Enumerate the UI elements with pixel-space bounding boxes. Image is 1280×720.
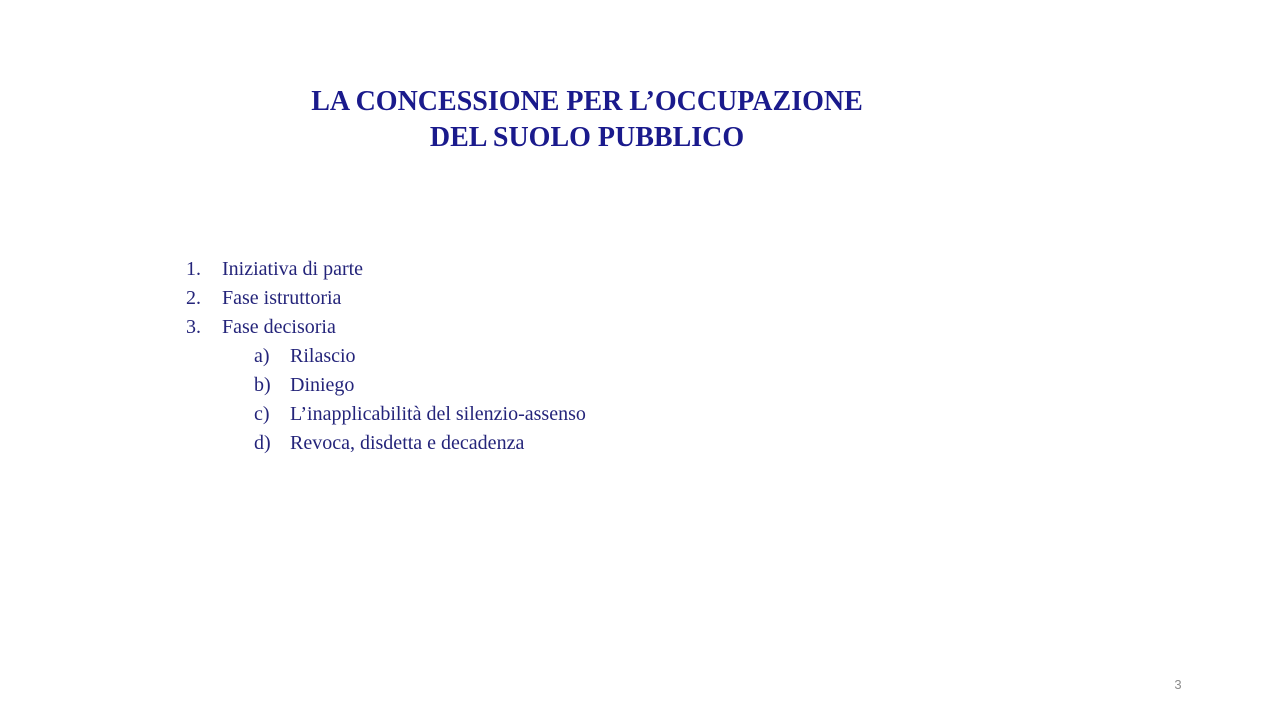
list-item [186, 255, 586, 284]
list-item [186, 313, 586, 342]
sub-list-item-letter: c) [254, 403, 270, 425]
slide-title [187, 84, 987, 156]
sub-list-item-letter: a) [254, 345, 270, 367]
list-item-number: 2. [186, 287, 201, 309]
sub-list-item [186, 371, 586, 400]
title-line-1: LA CONCESSIONE PER L’OCCUPAZIONE [311, 86, 863, 117]
sub-list-item [186, 400, 586, 429]
outline-list [186, 255, 586, 458]
sub-list-item-text: Diniego [290, 374, 355, 396]
list-item-text: Fase decisoria [222, 316, 336, 338]
sub-list-item-text: Rilascio [290, 345, 356, 367]
list-item-text: Fase istruttoria [222, 287, 342, 309]
list-item-text: Iniziativa di parte [222, 258, 364, 280]
title-line-2: DEL SUOLO PUBBLICO [429, 122, 745, 153]
list-item [186, 284, 586, 313]
sub-list-item-text: L’inapplicabilità del silenzio-assenso [290, 403, 586, 425]
list-item-number: 1. [186, 258, 201, 280]
sub-list-item [186, 342, 586, 371]
sub-list-item-letter: d) [254, 432, 271, 454]
page-number: 3 [1174, 677, 1182, 692]
sub-list-item [186, 429, 586, 458]
sub-list-item-text: Revoca, disdetta e decadenza [290, 432, 525, 454]
sub-list-item-letter: b) [254, 374, 271, 396]
list-item-number: 3. [186, 316, 201, 338]
